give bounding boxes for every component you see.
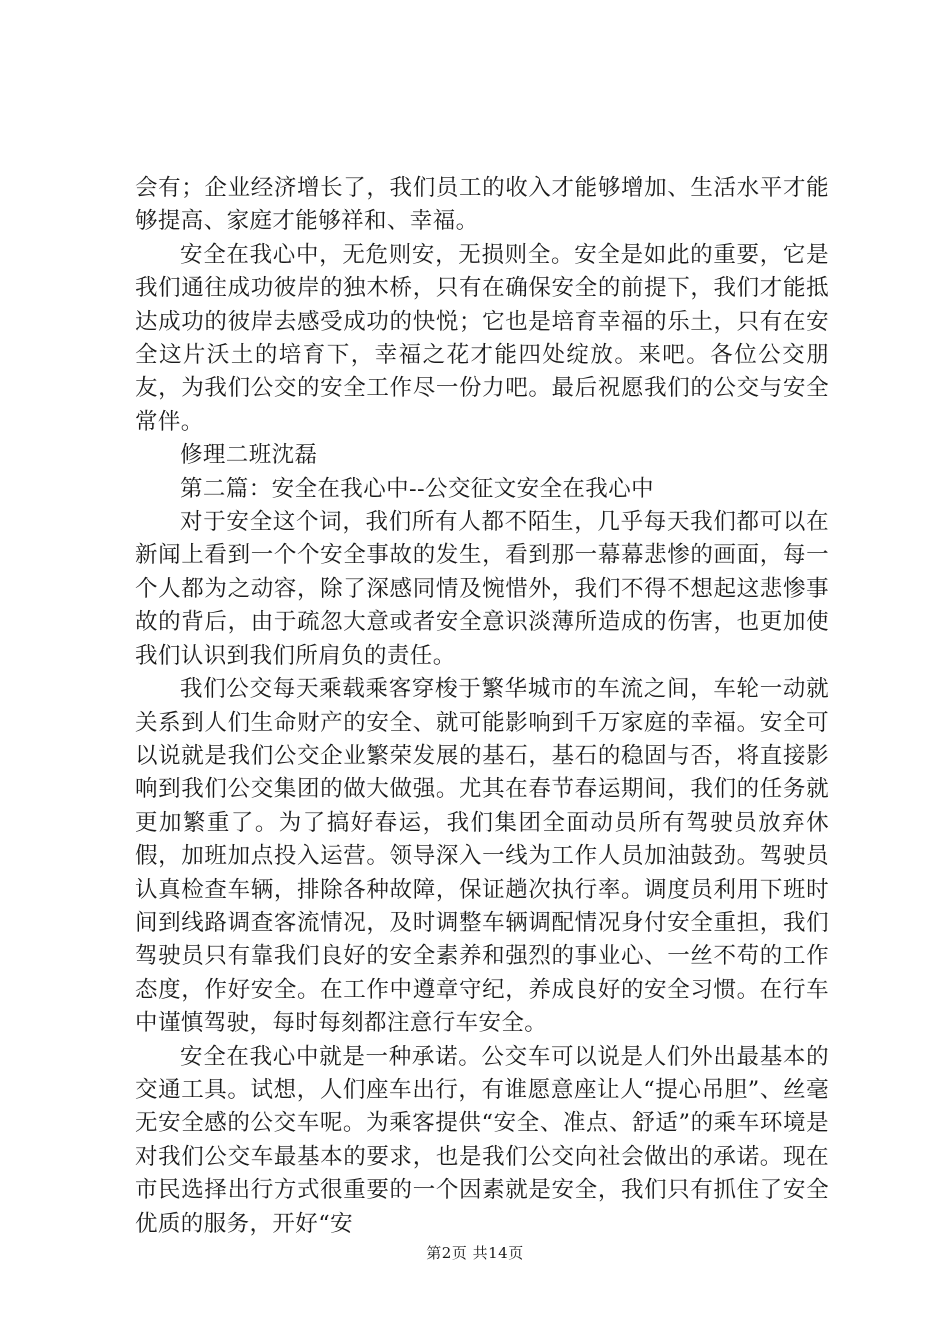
- paragraph-2: 安全在我心中，无危则安，无损则全。安全是如此的重要，它是我们通往成功彼岸的独木桥，只有在确保安全的前提下，我们才能抵达成功的彼岸去感受成功的快悦；它也是培育幸福的乐土，只有在安全这片沃土的培育下，幸福之花才能四处绽放。来吧。各位公交朋友，为我们公交的安全工作尽一份力吧。最后祝愿我们的公交与安全常伴。: [135, 241, 829, 435]
- section-heading: 第二篇：安全在我心中--公交征文安全在我心中: [180, 475, 655, 502]
- paragraph-5: 安全在我心中就是一种承诺。公交车可以说是人们外出最基本的交通工具。试想，人们座车出行，有谁愿意座让人“提心吊胆”、丝毫无安全感的公交车呢。为乘客提供“安全、准点、舒适”的乘车环境是对我们公交车最基本的要求，也是我们公交向社会做出的承诺。现在市民选择出行方式很重要的一个因素就是安全，我们只有抓住了安全优质的服务，开好“安: [135, 1043, 829, 1237]
- page-footer: 第2页 共14页: [426, 1244, 524, 1262]
- paragraph-1: 会有；企业经济增长了，我们员工的收入才能够增加、生活水平才能够提高、家庭才能够祥和、幸福。: [135, 175, 829, 235]
- document-body: [135, 172, 829, 1241]
- paragraph-3: 对于安全这个词，我们所有人都不陌生，几乎每天我们都可以在新闻上看到一个个安全事故的发生，看到那一幕幕悲惨的画面，每一个人都为之动容，除了深感同情及惋惜外，我们不得不想起这悲惨事故的背后，由于疏忽大意或者安全意识淡薄所造成的伤害，也更加使我们认识到我们所肩负的责任。: [135, 509, 829, 669]
- author-line: 修理二班沈磊: [180, 442, 318, 469]
- paragraph-4: 我们公交每天乘载乘客穿梭于繁华城市的车流之间，车轮一动就关系到人们生命财产的安全、就可能影响到千万家庭的幸福。安全可以说就是我们公交企业繁荣发展的基石，基石的稳固与否，将直接影响到我们公交集团的做大做强。尤其在春节春运期间，我们的任务就更加繁重了。为了搞好春运，我们集团全面动员所有驾驶员放弃休假，加班加点投入运营。领导深入一线为工作人员加油鼓劲。驾驶员认真检查车辆，排除各种故障，保证趟次执行率。调度员利用下班时间到线路调查客流情况，及时调整车辆调配情况身付安全重担，我们驾驶员只有靠我们良好的安全素养和强烈的事业心、一丝不苟的工作态度，作好安全。在工作中遵章守纪，养成良好的安全习惯。在行车中谨慎驾驶，每时每刻都注意行车安全。: [135, 676, 829, 1037]
